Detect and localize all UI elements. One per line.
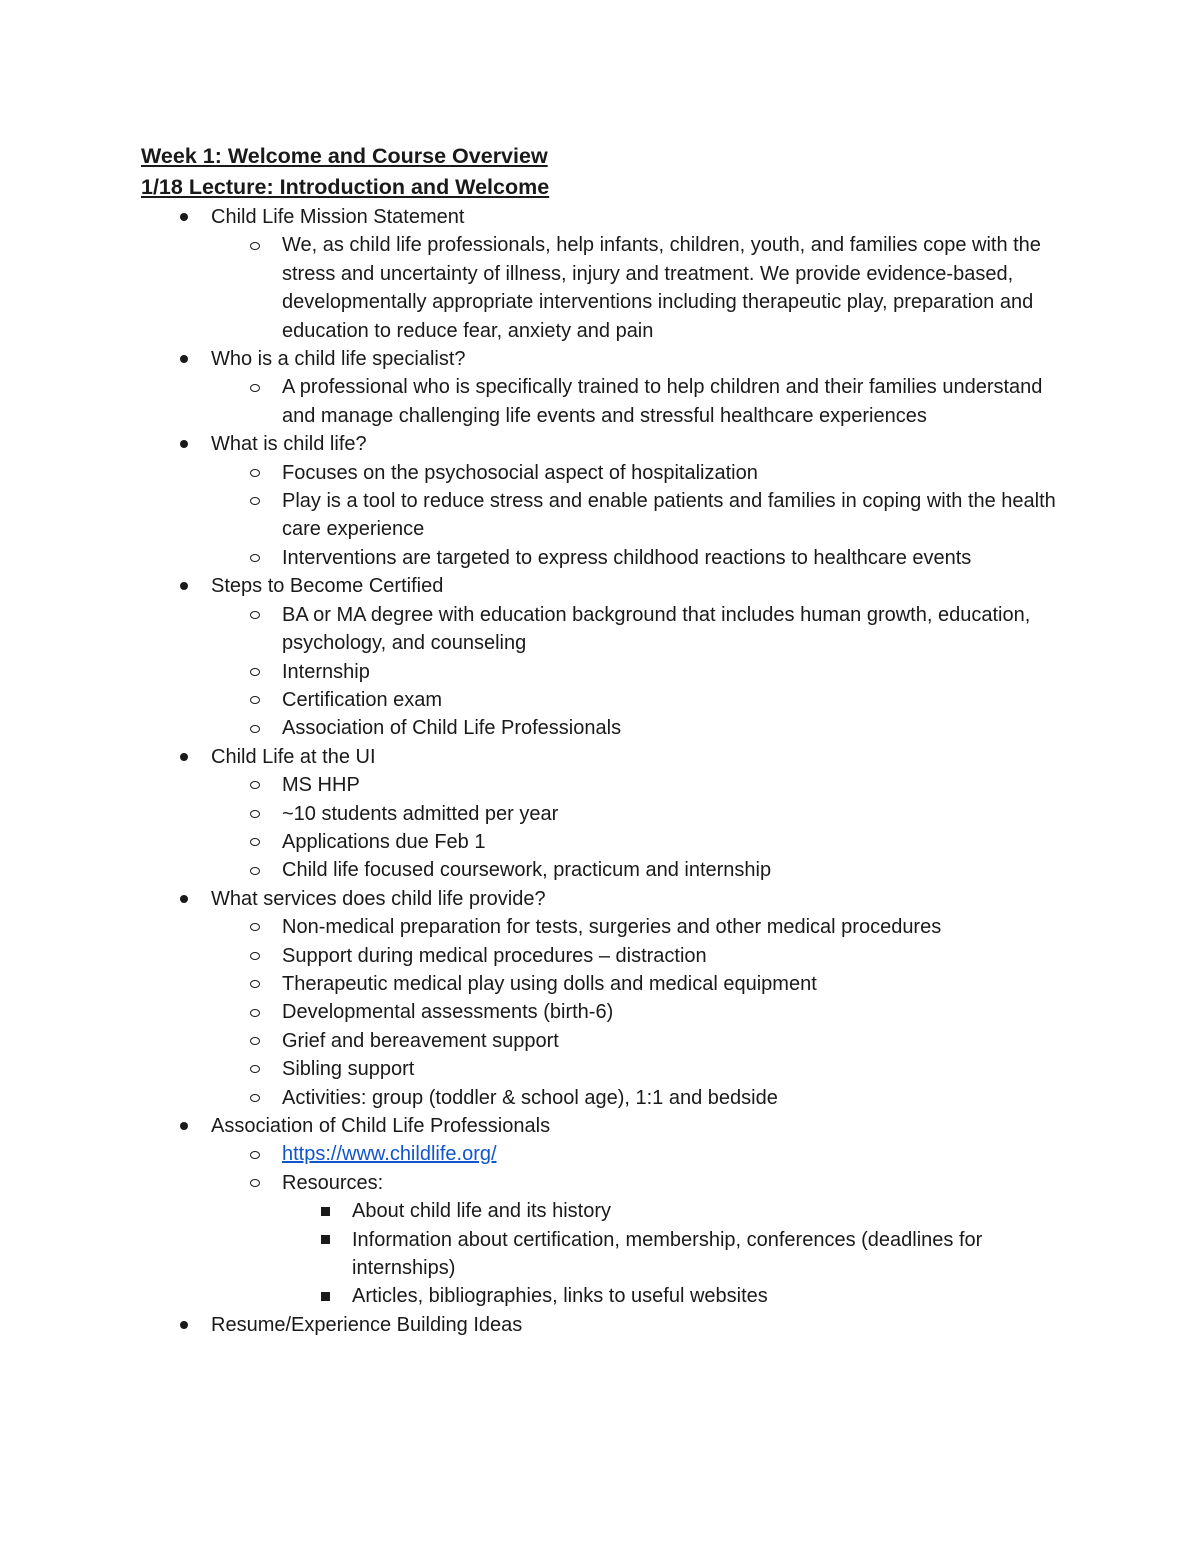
bullet-circle-icon [248,601,262,629]
bullet-dot-icon [177,885,191,913]
list-item-text: Focuses on the psychosocial aspect of hospitalization [282,461,758,484]
list-item-text: Non-medical preparation for tests, surgeries and other medical procedures [282,916,942,939]
list-item [141,203,1081,345]
bullet-dot-icon [177,1311,191,1339]
week-heading: Week 1: Welcome and Course Overview [141,144,548,168]
list-item [141,1084,1081,1112]
list-item [141,572,1081,742]
sub-list [141,601,1081,743]
section-title: What is child life? [211,433,367,456]
sub-list [141,771,1081,885]
list-item [141,487,1081,544]
bullet-circle-icon [248,942,262,970]
list-item [141,714,1081,742]
bullet-circle-icon [248,998,262,1026]
list-item-text: ~10 students admitted per year [282,802,559,825]
list-item-text: Play is a tool to reduce stress and enable patients and families in coping with the health care experience [282,490,1056,541]
list-item [141,1169,1081,1311]
list-item [141,1282,1081,1310]
list-item-text: Developmental assessments (birth-6) [282,1001,614,1024]
list-item-text: Grief and bereavement support [282,1029,559,1052]
list-item [141,1226,1081,1283]
list-item [141,544,1081,572]
bullet-circle-icon [248,1140,262,1168]
list-item-text: A professional who is specifically trained to help children and their families understand and manage challenging life events and stressful healthcare experiences [282,376,1043,427]
bullet-circle-icon [248,913,262,941]
bullet-circle-icon [248,771,262,799]
resources-label: Resources: [282,1171,384,1194]
sub-list [141,913,1081,1112]
notes-list [141,203,1081,1339]
section-title: Who is a child life specialist? [211,348,466,371]
bullet-dot-icon [177,345,191,373]
bullet-circle-icon [248,373,262,401]
list-item [141,1140,1081,1168]
bullet-dot-icon [177,203,191,231]
bullet-circle-icon [248,970,262,998]
bullet-circle-icon [248,828,262,856]
list-item-text: Articles, bibliographies, links to useful websites [352,1285,768,1308]
list-item [141,373,1081,430]
bullet-square-icon [318,1197,332,1225]
resources-list [141,1197,1081,1311]
bullet-dot-icon [177,430,191,458]
list-item [141,885,1081,1112]
list-item [141,998,1081,1026]
list-item [141,1112,1081,1311]
bullet-circle-icon [248,231,262,259]
list-item [141,430,1081,572]
sub-list [141,231,1081,345]
list-item [141,1027,1081,1055]
section-title: Resume/Experience Building Ideas [211,1313,523,1336]
list-item-text: Certification exam [282,688,443,711]
list-item [141,800,1081,828]
document-body [141,141,1081,1339]
bullet-square-icon [318,1226,332,1254]
bullet-dot-icon [177,1112,191,1140]
list-item-text: Applications due Feb 1 [282,830,486,853]
bullet-circle-icon [248,800,262,828]
sub-list [141,1140,1081,1310]
list-item-text: Sibling support [282,1058,415,1081]
list-item-text: We, as child life professionals, help infants, children, youth, and families cope with the stress and uncertainty of illness, injury and treatment. We provide evidence-based, developmentally appropriate interventions including therapeutic play, preparation and education to reduce fear, anxiety and pain [282,234,1041,342]
lecture-heading: 1/18 Lecture: Introduction and Welcome [141,175,550,199]
bullet-circle-icon [248,1027,262,1055]
list-item-text: Activities: group (toddler & school age), 1:1 and bedside [282,1086,778,1109]
bullet-circle-icon [248,459,262,487]
list-item [141,1197,1081,1225]
list-item-text: Therapeutic medical play using dolls and medical equipment [282,972,817,995]
bullet-dot-icon [177,572,191,600]
bullet-circle-icon [248,686,262,714]
list-item-text: Association of Child Life Professionals [282,717,622,740]
bullet-dot-icon [177,743,191,771]
bullet-circle-icon [248,1084,262,1112]
section-title: Child Life at the UI [211,745,376,768]
bullet-circle-icon [248,544,262,572]
list-item [141,1311,1081,1339]
sub-list [141,373,1081,430]
list-item [141,743,1081,885]
list-item [141,856,1081,884]
sub-list [141,459,1081,573]
list-item [141,658,1081,686]
list-item [141,686,1081,714]
list-item-text: Support during medical procedures – distraction [282,944,707,967]
list-item [141,231,1081,345]
list-item [141,345,1081,430]
list-item [141,459,1081,487]
section-title: Association of Child Life Professionals [211,1115,551,1137]
bullet-circle-icon [248,856,262,884]
list-item-text: Information about certification, membership, conferences (deadlines for internships) [352,1228,983,1280]
list-item-text: MS HHP [282,774,360,797]
section-title: What services does child life provide? [211,887,546,910]
list-item-text: Child life focused coursework, practicum and internship [282,859,772,882]
list-item [141,913,1081,941]
list-item-text: Internship [282,660,370,683]
bullet-circle-icon [248,1055,262,1083]
list-item [141,970,1081,998]
list-item-text: About child life and its history [352,1200,612,1223]
list-item [141,828,1081,856]
bullet-circle-icon [248,1169,262,1197]
list-item [141,601,1081,658]
list-item [141,771,1081,799]
list-item-text: Interventions are targeted to express childhood reactions to healthcare events [282,546,972,569]
list-item [141,942,1081,970]
bullet-square-icon [318,1282,332,1310]
childlife-link[interactable]: https://www.childlife.org/ [282,1143,497,1166]
bullet-circle-icon [248,714,262,742]
bullet-circle-icon [248,658,262,686]
list-item-text: BA or MA degree with education background that includes human growth, education, psychology, and counseling [282,603,1031,655]
list-item [141,1055,1081,1083]
bullet-circle-icon [248,487,262,515]
section-title: Child Life Mission Statement [211,206,465,228]
section-title: Steps to Become Certified [211,575,444,598]
